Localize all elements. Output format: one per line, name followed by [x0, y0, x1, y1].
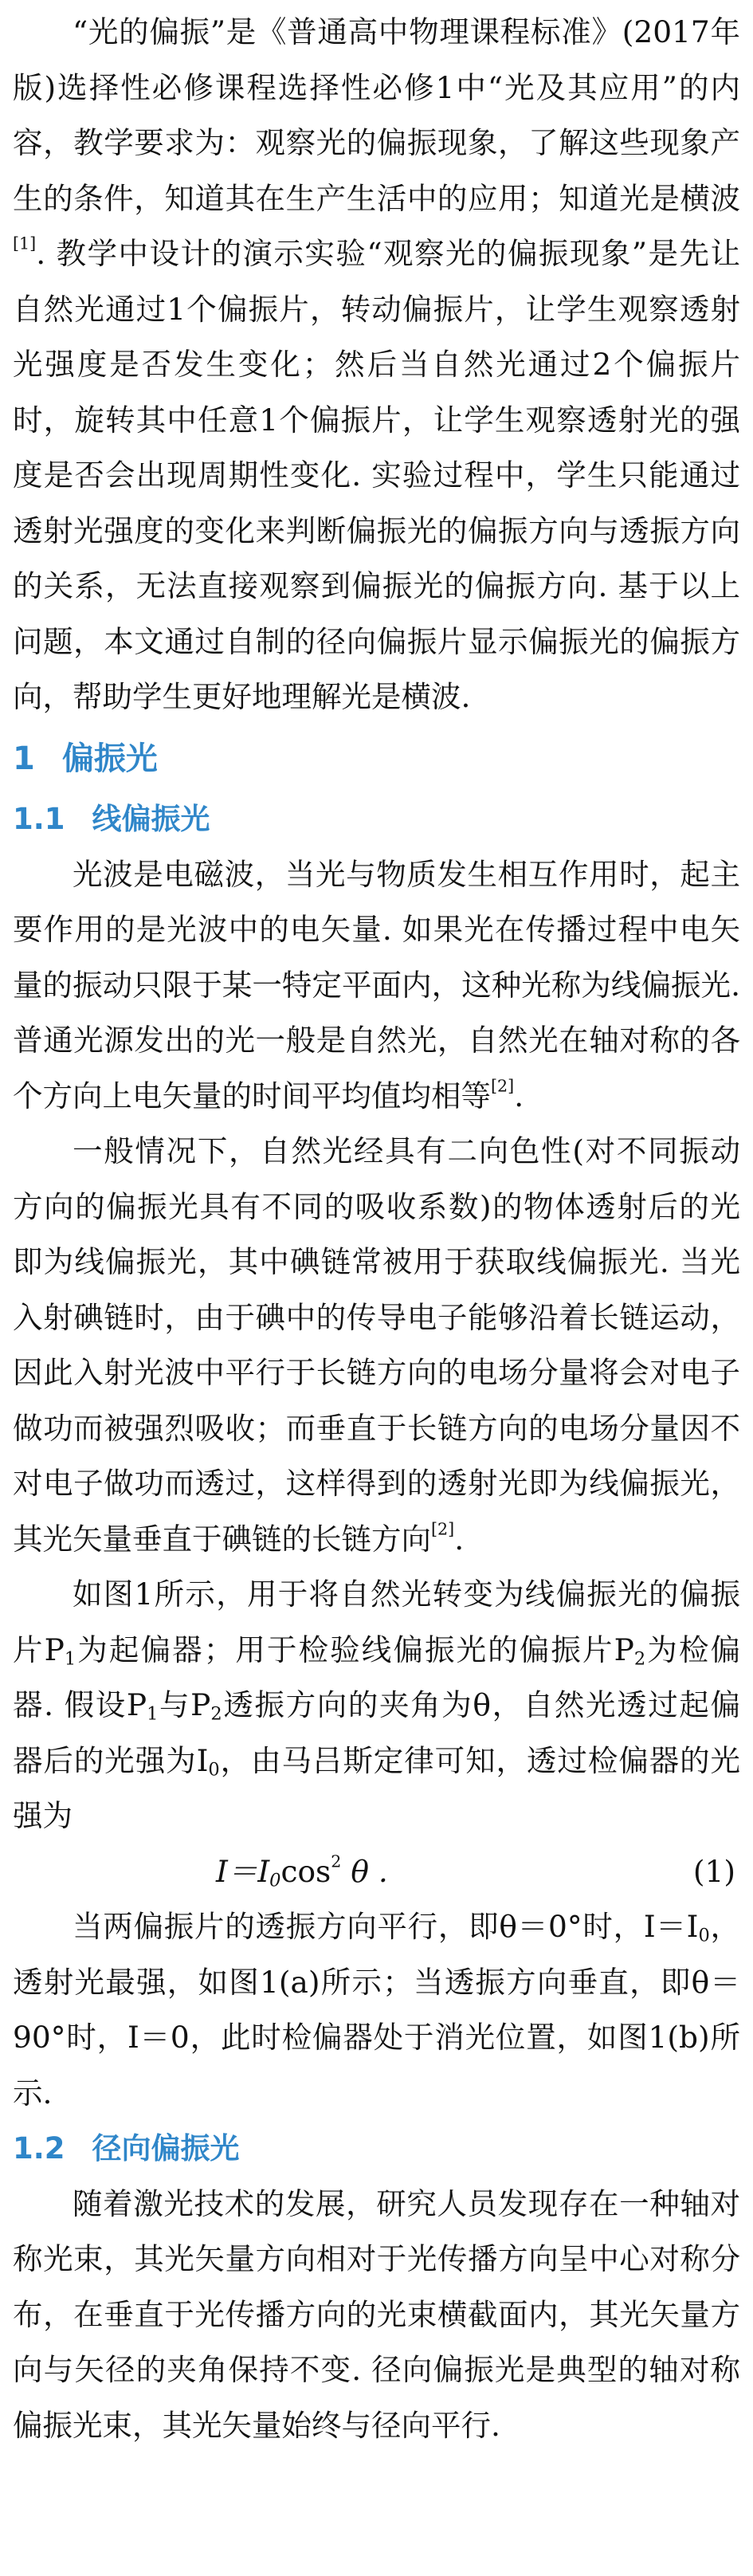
text-run: 透振方向的夹角为θ，自然光透过起偏器后的光强为I [13, 1687, 741, 1778]
text-run: 与P [158, 1687, 211, 1722]
paragraph-end: . [514, 1078, 524, 1113]
paragraph-radial-polarization [13, 2177, 740, 2454]
subscript: 2 [633, 1648, 646, 1670]
text-run: 为起偏器；用于检验线偏振光的偏振片P [76, 1632, 634, 1667]
paragraph-text: 光波是电磁波，当光与物质发生相互作用时，起主要作用的是光波中的电矢量. 如果光在传播过程中电矢量的振动只限于某一特定平面内，这种光称为线偏振光. 普通光源发出的光一般是自然光，自然光在轴对称的各个方向上电矢量的时间平均值均相等 [13, 856, 740, 1113]
paragraph-text: 一般情况下，自然光经具有二向色性(对不同振动方向的偏振光具有不同的吸收系数)的物体透射后的光即为线偏振光，其中碘链常被用于获取线偏振光. 当光入射碘链时，由于碘中的传导电子能够沿着长链运动，因此入射光波中平行于长链方向的电场分量将会对电子做功而被强烈吸收；而垂直于长链方向的电场分量因不对电子做功而透过，这样得到的透射光即为线偏振光，其光矢量垂直于碘链的长链方向 [13, 1133, 740, 1557]
citation-1[interactable]: [1] [13, 234, 37, 253]
eq-lhs: I＝I [216, 1853, 270, 1889]
intro-text: “光的偏振”是《普通高中物理课程标准》(2017年版)选择性必修课程选择性必修1中“光及其应用”的内容，教学要求为：观察光的偏振现象，了解这些现象产生的条件，知道其在生产生活中的应用；知道光是横波 [13, 14, 740, 216]
paragraph-parallel-perpendicular [13, 1899, 740, 2121]
section-title: 偏振光 [61, 740, 158, 777]
paragraph-polarizer-analyzer [13, 1567, 740, 1844]
equation-body [216, 1844, 388, 1900]
paragraph-iodine-chain [13, 1124, 740, 1567]
intro-paragraph [13, 5, 740, 725]
text-run: 如图1所示，用于将自然光转变为线偏振光的偏振片P [13, 1577, 740, 1667]
equation-number: (1) [692, 1853, 735, 1889]
subscript: 1 [147, 1703, 159, 1725]
eq-rhs: θ . [341, 1853, 388, 1889]
subsection-number: 1.1 [13, 802, 65, 836]
text-run: 当两偏振片的透振方向平行，即θ＝0°时，I＝I [73, 1909, 699, 1944]
subsection-title: 径向偏振光 [92, 2131, 240, 2166]
text-run: ，透射光最强，如图1(a)所示；当透振方向垂直，即θ＝90°时，I＝0，此时检偏器处于消光位置，如图1(b)所示. [13, 1909, 741, 2111]
paragraph-text: 随着激光技术的发展，研究人员发现存在一种轴对称光束，其光矢量方向相对于光传播方向呈中心对称分布，在垂直于光传播方向的光束横截面内，其光矢量方向与矢径的夹角保持不变. 径向偏振光是典型的轴对称偏振光束，其光矢量始终与径向平行. [13, 2185, 740, 2443]
paragraph-end: . [454, 1521, 465, 1557]
malus-law-equation [13, 1844, 740, 1900]
text-run: ，由马吕斯定律可知，透过检偏器的光强为 [13, 1742, 740, 1833]
section-1-heading [13, 725, 740, 792]
subscript: 0 [698, 1925, 710, 1946]
eq-superscript: 2 [331, 1851, 342, 1871]
eq-subscript: 0 [269, 1870, 281, 1891]
subscript: 1 [64, 1648, 76, 1670]
subscript: 2 [210, 1703, 222, 1725]
text-run: 为检偏器. 假设P [13, 1632, 741, 1722]
subscript: 0 [208, 1759, 220, 1781]
paragraph-linear-polarization [13, 847, 740, 1125]
citation-2[interactable]: [2] [491, 1075, 515, 1095]
eq-cos: cos [280, 1853, 331, 1889]
section-number: 1 [13, 740, 35, 777]
citation-2[interactable]: [2] [431, 1518, 455, 1538]
intro-text-cont: . 教学中设计的演示实验“观察光的偏振现象”是先让自然光通过1个偏振片，转动偏振片，让学生观察透射光强度是否发生变化；然后当自然光通过2个偏振片时，旋转其中任意1个偏振片，让学生观察透射光的强度是否会出现周期性变化. 实验过程中，学生只能通过透射光强度的变化来判断偏振光的偏振方向与透振方向的关系，无法直接观察到偏振光的偏振方向. 基于以上问题，本文通过自制的径向偏振片显示偏振光的偏振方向，帮助学生更好地理解光是横波. [13, 236, 740, 714]
subsection-number: 1.2 [13, 2131, 65, 2166]
subsection-title: 线偏振光 [92, 802, 210, 836]
section-1-1-heading [13, 791, 740, 847]
section-1-2-heading [13, 2121, 740, 2177]
